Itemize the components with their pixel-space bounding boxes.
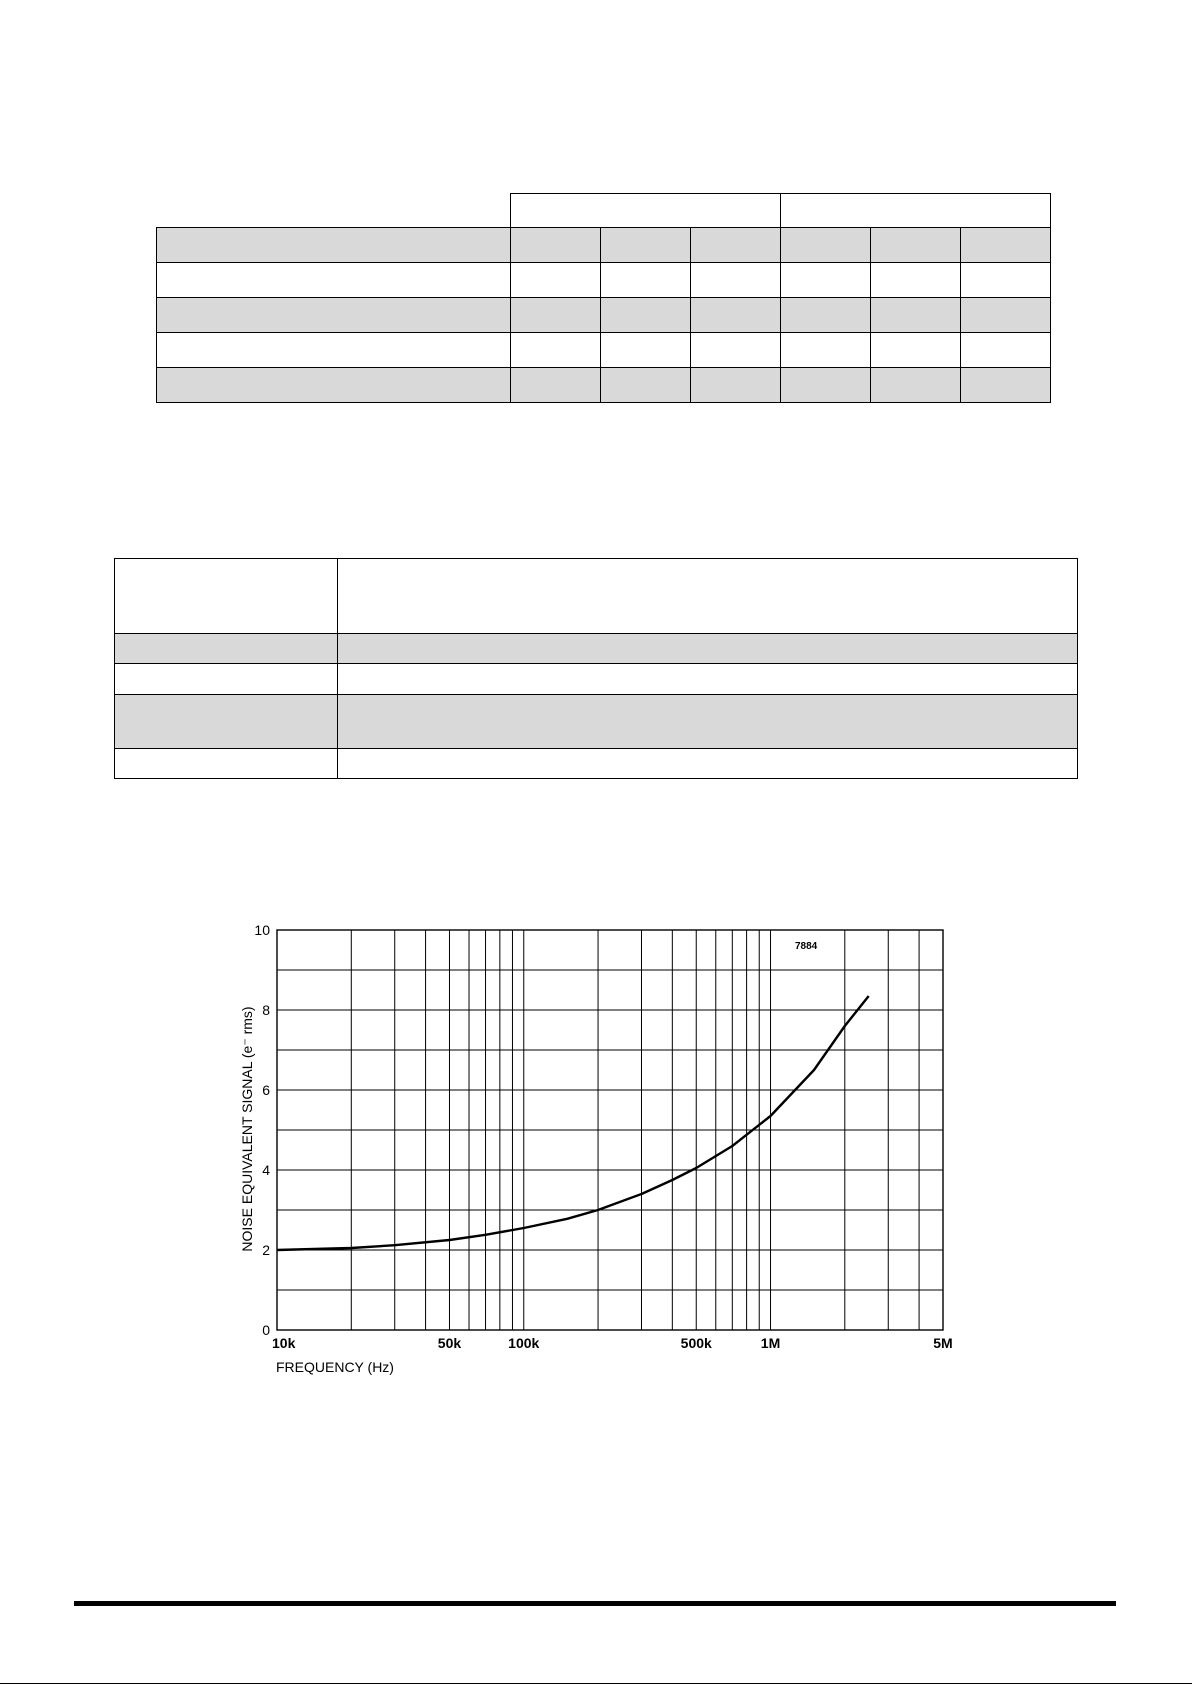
chart-grid bbox=[277, 930, 943, 1330]
x-axis-label: FREQUENCY (Hz) bbox=[276, 1359, 394, 1375]
x-tick-label: 5M bbox=[933, 1335, 953, 1351]
y-tick-label: 0 bbox=[262, 1322, 270, 1338]
chart-labels bbox=[254, 922, 952, 1351]
page-bottom-line bbox=[0, 1683, 1192, 1684]
x-tick-label: 50k bbox=[437, 1335, 462, 1351]
x-tick-label: 10k bbox=[272, 1335, 296, 1351]
y-tick-label: 8 bbox=[262, 1002, 270, 1018]
x-tick-label: 1M bbox=[760, 1335, 781, 1351]
x-tick-label: 100k bbox=[508, 1335, 540, 1351]
x-tick-label: 500k bbox=[680, 1335, 712, 1351]
y-axis-label: NOISE EQUIVALENT SIGNAL (e⁻ rms) bbox=[239, 1006, 255, 1252]
chart-series bbox=[277, 996, 869, 1250]
y-tick-label: 6 bbox=[262, 1082, 270, 1098]
series-line-noise bbox=[277, 996, 869, 1250]
y-tick-label: 4 bbox=[262, 1162, 270, 1178]
footer-rule bbox=[74, 1601, 1116, 1606]
y-tick-label: 2 bbox=[262, 1242, 270, 1258]
chart-annotation: 7884 bbox=[795, 941, 818, 952]
y-tick-label: 10 bbox=[254, 922, 270, 938]
